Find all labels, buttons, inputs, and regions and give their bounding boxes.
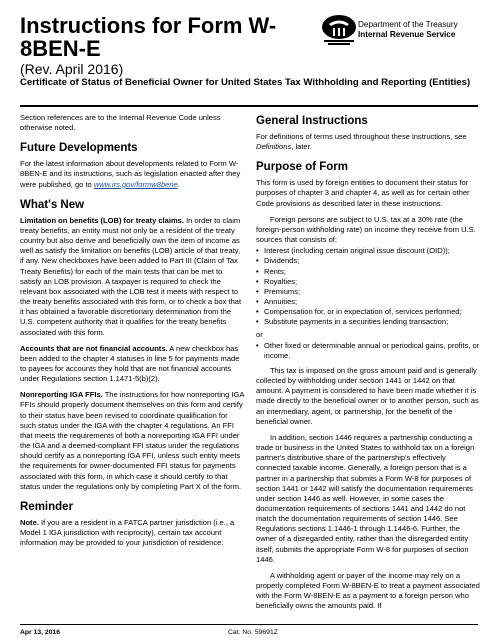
income-list-last xyxy=(256,341,480,361)
irs-eagle-icon xyxy=(320,14,358,46)
heading-general-instructions: General Instructions xyxy=(256,115,368,127)
irs-link[interactable]: www.irs.gov/formw8bene xyxy=(93,179,178,189)
list-item: • Other fixed or determinable annual or periodical gains, profits, or income. xyxy=(256,341,480,361)
list-or: or xyxy=(256,329,263,339)
reminder-note: Note. If you are a resident in a FATCA partner jurisdiction (i.e., a Model 1 IGA jurisdiction with reciprocity), certain tax account information may be provided to your jurisdiction of residence. xyxy=(20,517,235,548)
agency-name: Internal Revenue Service xyxy=(358,30,456,39)
list-item: • Compensation for, or in expectation of, services performed; xyxy=(256,307,480,317)
purpose-paragraph-4: In addition, section 1446 requires a partnership conducting a trade or business in the United States to withhold tax on a foreign partner's distributive share of the partnership's effectively connected taxable income. Generally, a foreign person that is a partner in a partnership that submits a Form W-8 for purposes of section 1441 or 1442 will satisfy the documentation requirements under section 1446 as well. However, in some cases the documentation requirements of sections 1441 and 1442 do not match the documentation requirements of section 1446. See Regulations sections 1.1446-1 through 1.1446-6. Further, the owner of a disregarded entity, rather than the disregarded entity itself, submits the appropriate Form W-8 for purposes of section 1446. xyxy=(256,432,475,564)
left-column xyxy=(20,113,244,554)
purpose-paragraph-1: This form is used by foreign entities to document their status for purposes of chapter 3 and chapter 4, as well as for certain other Code provisions as described later in these instructions. xyxy=(256,178,470,208)
future-developments-text: For the latest information about developments related to Form W-8BEN-E and its instructions, such as legislation enacted after they were published, go to www.irs.gov/formw8bene. xyxy=(20,159,241,189)
list-item: • Premiums; xyxy=(256,287,480,297)
page-title: Instructions for Form W-8BEN-E xyxy=(20,13,277,61)
purpose-paragraph-2: Foreign persons are subject to U.S. tax at a 30% rate (the foreign-person withholding rate) on income they receive from U.S. sources that consists of: xyxy=(256,214,476,245)
list-item: • Rents; xyxy=(256,267,480,277)
form-subtitle: Certificate of Status of Beneficial Owner for United States Tax Withholding and Reporting (Entities) xyxy=(20,77,471,88)
accounts-paragraph: Accounts that are not financial accounts. A new checkbox has been added to the chapter 4 statuses in line 5 for payments made to payees for accounts they hold that are not financial accounts under Regulations section 1.1471-5(b)(2). xyxy=(20,343,240,384)
header-rule xyxy=(20,105,478,107)
income-list xyxy=(256,246,480,327)
heading-purpose-of-form: Purpose of Form xyxy=(256,161,349,174)
list-item: • Annuities; xyxy=(256,297,480,307)
list-item: • Interest (including certain original issue discount (OID)); xyxy=(256,246,480,256)
iga-paragraph: Nonreporting IGA FFIs. The instructions for how nonreporting IGA FFIs should properly document themselves on this form and certify to their status have been revised to coordinate qualification for such status under the IGA with the chapter 4 regulations. An FFI that meets the requirements of both a nonreporting IGA FFI under the IGA and a deemed-compliant FFI status under the regulations should certify as a nonreporting IGA FFI, unless such entity meets the requirements for owner-documented FFI status for payments associated with this form, in which case it should certify to that status under the regulations only by completing Part X of the form. xyxy=(20,390,244,491)
purpose-paragraph-3: This tax is imposed on the gross amount paid and is generally collected by withholding under section 1441 or 1442 on that amount. A payment is considered to have been made whether it is made directly to the beneficial owner or to another person, such as an intermediary, agent, or partnership, for the benefit of the beneficial owner. xyxy=(256,365,479,426)
general-instructions-text: For definitions of terms used throughout these instructions, see Definitions, later. xyxy=(256,132,467,152)
heading-reminder: Reminder xyxy=(20,500,74,513)
right-column xyxy=(256,113,480,618)
heading-whats-new: What's New xyxy=(20,198,85,211)
revision-date: (Rev. April 2016) xyxy=(20,61,124,77)
list-item: • Substitute payments in a securities lending transaction; xyxy=(256,317,480,327)
purpose-paragraph-5: A withholding agent or payer of the income may rely on a properly completed Form W-8BEN-E to treat a payment associated with the Form W-8BEN-E as a payment to a foreign person who beneficially owns the amounts paid. If xyxy=(256,570,480,611)
footer-rule xyxy=(20,624,478,625)
list-item: • Royalties; xyxy=(256,277,480,287)
lob-paragraph: Limitation on benefits (LOB) for treaty claims. In order to claim treaty benefits, an entity must not only be a resident of the treaty country but also derive and beneficially own the item of income as well as satisfy the limitation on benefits (LOB) article of that treaty, if any. New checkboxes have been added to Part III (Claim of Tax Treaty Benefits) for each of the main tests that can be met to satisfy an LOB provision. A taxpayer is required to check the relevant box associated with the LOB test it meets with respect to the treaty benefits associated with this form, or to check a box that it has obtained a favorable discretionary determination from the U.S. competent authority that it qualifies for the treaty benefits associated with this form. xyxy=(20,215,242,337)
intro-text: Section references are to the Internal Revenue Code unless otherwise noted. xyxy=(20,113,221,133)
definitions-reference: Definitions xyxy=(256,142,292,152)
list-item: • Dividends; xyxy=(256,256,480,266)
footer-date: Apr 13, 2016 xyxy=(20,629,61,636)
heading-future-developments: Future Developments xyxy=(20,142,138,155)
footer-catalog-number: Cat. No. 59691Z xyxy=(228,629,278,636)
department-name: Department of the Treasury xyxy=(358,20,458,29)
